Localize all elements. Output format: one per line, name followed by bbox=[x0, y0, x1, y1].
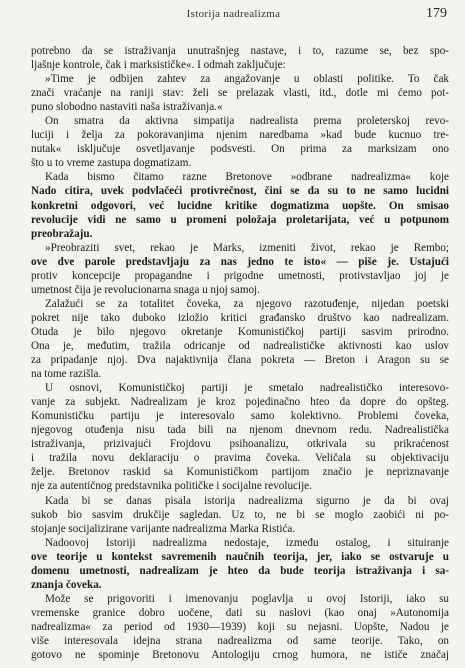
text-line: Nado citira, uvek podvlačeći protivrečnost, čini se da su to ne samo lucidni bbox=[31, 185, 449, 198]
text-line: Ona je, međutim, tražila odricanje od nadrealističke aktivnosti kao uslov bbox=[31, 339, 449, 352]
text-line: znanja čoveka. bbox=[31, 578, 102, 591]
text-line: znači vraćanje na raniji stav: želi se prelazak vlasti, itd., dotle mi ćemo pot- bbox=[31, 87, 449, 100]
text-line: ove teorije u kontekst savremenih naučnih teorija, jer, iako se ostvaruje u bbox=[31, 550, 449, 563]
text-line: On smatra da aktivna simpatija nadrealista prema proleterskoj revo- bbox=[45, 115, 449, 128]
text-line: Zalažući se za totalitet čoveka, za njegovo razotuđenje, nijedan poetski bbox=[45, 297, 449, 310]
text-line: umetnost čija je revolucionarna snaga u njoj samoj. bbox=[31, 283, 260, 296]
text-line: Kada bismo čitamo razne Bretonove »odbrane nadrealizma« koje bbox=[45, 171, 449, 184]
text-line: na tome razišla. bbox=[31, 368, 102, 381]
text-line: sukob bio sasvim drukčije sagledan. Uz to, ne bi se moglo zaobići ni po- bbox=[31, 508, 449, 521]
text-line: pokret nije tako duboko izložio kritici građansko društvo kao nadrealizam. bbox=[31, 311, 449, 324]
text-line: preobražaju. bbox=[31, 227, 93, 240]
body-text bbox=[31, 44, 449, 662]
text-line: želje. Bretonov raskid sa Komunističkom partijom značio je nepriznavanje bbox=[31, 466, 449, 479]
text-line: za pripadanje njoj. Dva najaktivnija člana pokreta — Breton i Aragon su se bbox=[31, 354, 449, 367]
text-line: U osnovi, Komunističkoj partiji je smetalo nadrealističko interesovo- bbox=[45, 382, 449, 395]
text-line: više interesovala idejna strana nadrealizma od same teorije. Tako, on bbox=[31, 634, 449, 647]
text-line: Otuda je bilo njegovo okretanje Komunističkoj partiji sasvim prirodno. bbox=[31, 325, 449, 338]
text-line: njegovog otuđenja nisu tada bili na njenom dnevnom redu. Nadrealistička bbox=[31, 424, 449, 437]
text-line: »Preobraziti svet, rekao je Marks, izmeniti život, rekao je Rembo; bbox=[45, 241, 449, 254]
text-line: domenu umetnosti, nadrealizam je hteo da bude teorija istraživanja i sa- bbox=[31, 564, 449, 577]
text-line: nadrealizma« za period od 1930—1939) koji su nejasni. Uopšte, Nadou je bbox=[31, 620, 449, 633]
text-line: ljašnje kontrole, čak i marksističke«. I odmah zaključuje: bbox=[31, 59, 286, 72]
text-line: revolucije vidi ne samo u promeni položaja proletarijata, već u potpunom bbox=[31, 213, 449, 226]
running-head: Istorija nadrealizma bbox=[186, 8, 281, 20]
text-line: protiv koncepcije propagandne i prigodne umetnosti, protivstavljao joj je bbox=[31, 269, 449, 282]
text-line: puno slobodno nastaviti naša istraživanja.« bbox=[31, 101, 223, 114]
text-line: ove dve parole predstavljaju za nas jedno te isto« — piše je. Ustajući bbox=[31, 255, 449, 268]
text-line: vanje za subjekt. Nadrealizam je kroz pojedinačno hteo da dopre do opšteg. bbox=[31, 396, 449, 409]
text-line: potrebno da se istraživanja unutrašnjeg nastave, i to, razume se, bez spo- bbox=[31, 45, 449, 57]
text-line: vremenske granice dobro uočene, dati su naslovi (kao onaj »Autonomija bbox=[31, 606, 449, 619]
text-line: Nadoovoj Istoriji nadrealizma nedostaje, između ostalog, i situiranje bbox=[45, 536, 449, 549]
text-line: konkretni odgovori, već lucidne kritike dogmatizma uopšte. On smisao bbox=[31, 199, 449, 212]
text-line: »Time je odbijen zahtev za angažovanje u oblasti politike. To čak bbox=[45, 73, 449, 86]
text-line: Komunističku partiju je interesovalo samo kolektivno. Problemi čoveka, bbox=[31, 410, 449, 423]
text-line: luciji i želja za pokoravanjima njenim naredbama »kad bude kucnuo tre- bbox=[31, 129, 449, 142]
page-header bbox=[20, 8, 447, 24]
text-line: istraživanja, prizivajući Frojdovu psihoanalizu, otkrivala su prikraćenost bbox=[31, 438, 449, 451]
text-line: Može se prigovoriti i imenovanju poglavlja u ovoj Istoriji, iako su bbox=[45, 592, 449, 605]
text-line: nutak« isključuje osvetljavanje podsvesti. On prima za marksizam ono bbox=[31, 143, 449, 156]
text-line: nje za autentičnog predstavnika političke i socijalne revolucije. bbox=[31, 480, 312, 493]
text-line: gotovo ne spominje Bretonovu Antologiju crnog humora, ne ističe značaj bbox=[31, 649, 449, 662]
text-line: što u to vreme zastupa dogmatizam. bbox=[31, 157, 192, 170]
text-line: i tražila novu deklaraciju o pravima čoveka. Veličala su objektivaciju bbox=[31, 452, 449, 465]
page-number: 179 bbox=[426, 6, 447, 21]
text-line: Kada bi se danas pisala istorija nadrealizma sigurno je da bi ovaj bbox=[45, 494, 449, 507]
text-line: stojanje socijalizirane varijante nadrealizma Marka Ristića. bbox=[31, 522, 296, 535]
